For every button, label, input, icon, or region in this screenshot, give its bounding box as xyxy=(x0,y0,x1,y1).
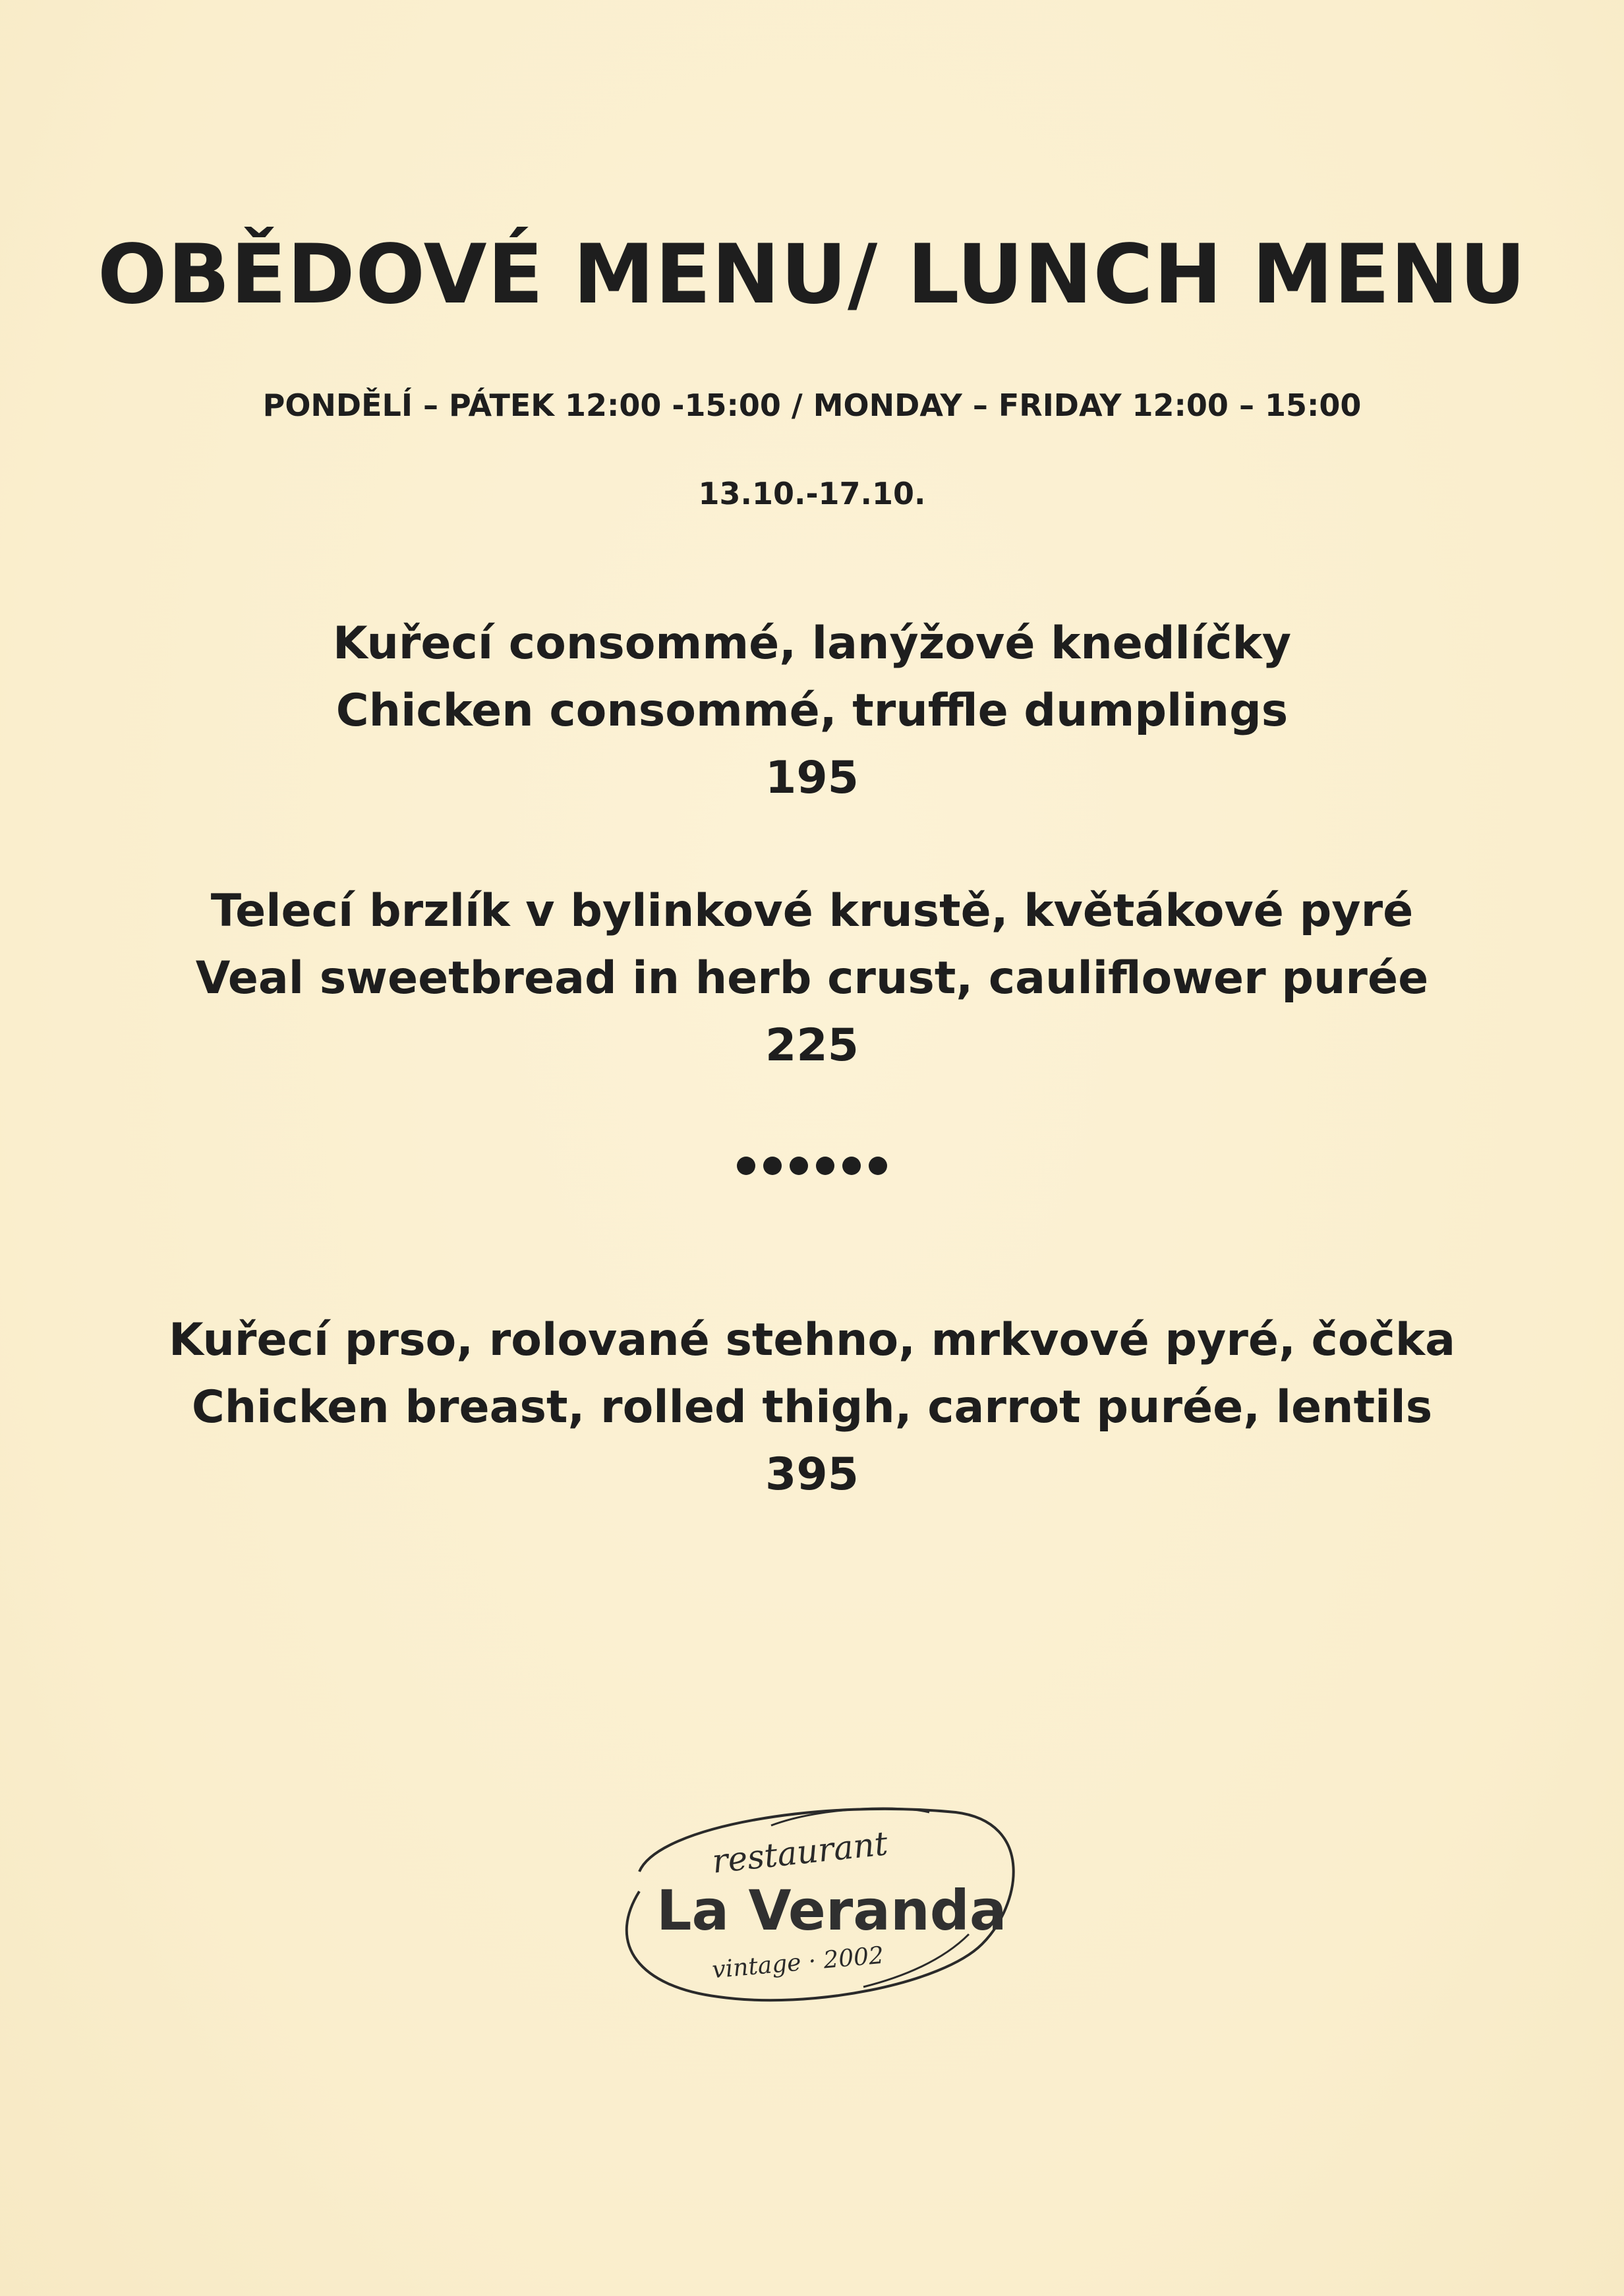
opening-hours: PONDĚLÍ – PÁTEK 12:00 -15:00 / MONDAY – FRIDAY 12:00 – 15:00 xyxy=(262,387,1362,423)
dish-name-czech: Kuřecí consommé, lanýžové knedlíčky xyxy=(332,617,1292,670)
restaurant-logo xyxy=(613,1799,1022,2010)
dish-price: 225 xyxy=(765,1019,859,1072)
dot-icon xyxy=(737,1157,755,1175)
dish-name-english: Chicken consommé, truffle dumplings xyxy=(335,685,1289,737)
logo-restaurant-text: restaurant xyxy=(710,1824,890,1881)
dot-icon xyxy=(790,1157,808,1175)
dish-name-english: Veal sweetbread in herb crust, cauliflower purée xyxy=(195,952,1429,1004)
logo-name-text: La Veranda xyxy=(656,1878,1007,1943)
dot-icon xyxy=(816,1157,834,1175)
dot-icon xyxy=(869,1157,887,1175)
dish-name-czech: Telecí brzlík v bylinkové krustě, květákové pyré xyxy=(210,885,1414,937)
dot-icon xyxy=(842,1157,861,1175)
six-dots-separator-icon xyxy=(0,1157,1624,1175)
dish-price: 395 xyxy=(765,1449,859,1501)
dot-icon xyxy=(763,1157,782,1175)
dish-name-czech: Kuřecí prso, rolované stehno, mrkvové pyré, čočka xyxy=(169,1314,1455,1366)
dish-price: 195 xyxy=(765,752,859,804)
dish-name-english: Chicken breast, rolled thigh, carrot purée, lentils xyxy=(191,1381,1433,1433)
dish-item xyxy=(0,1307,1624,1508)
dish-item xyxy=(0,610,1624,812)
menu-dates: 13.10.-17.10. xyxy=(698,476,926,511)
dish-item xyxy=(0,878,1624,1079)
logo-vintage-text: vintage · 2002 xyxy=(710,1941,885,1984)
page-title: OBĚDOVÉ MENU/ LUNCH MENU xyxy=(97,227,1527,322)
